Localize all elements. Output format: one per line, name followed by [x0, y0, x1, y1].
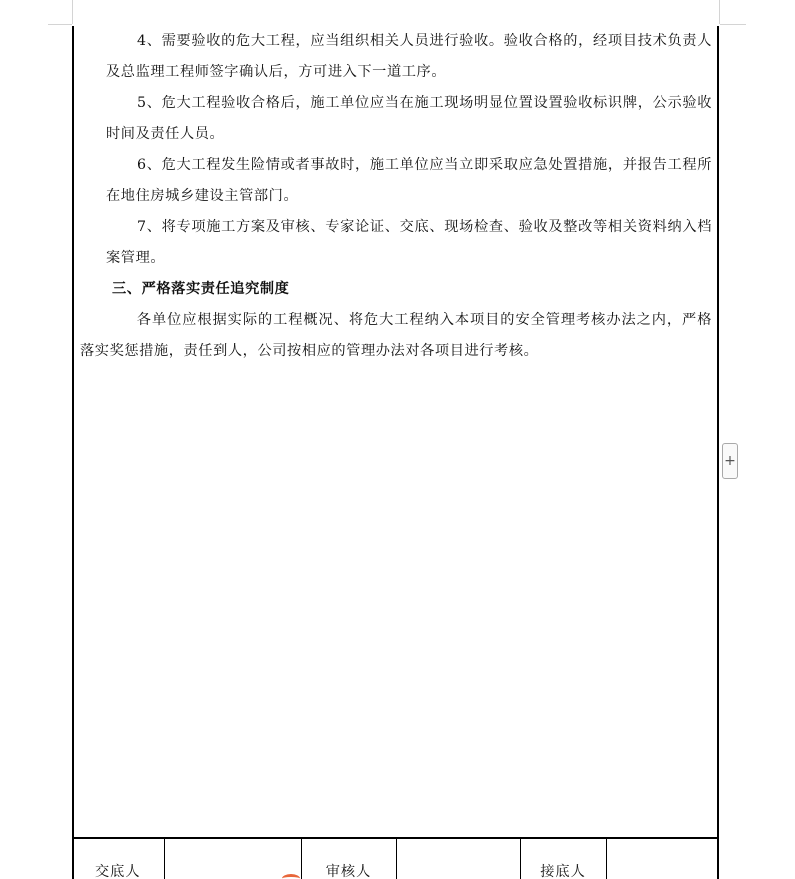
- reviewer-signature-cell[interactable]: [396, 838, 520, 879]
- paragraph-item-4[interactable]: 4、需要验收的危大工程，应当组织相关人员进行验收。验收合格的，经项目技术负责人及总监理工程师签字确认后，方可进入下一道工序。: [106, 33, 712, 80]
- section-body-paragraph[interactable]: 各单位应根据实际的工程概况、将危大工程纳入本项目的安全管理考核办法之内，严格落实奖惩措施，责任到人，公司按相应的管理办法对各项目进行考核。: [80, 312, 712, 359]
- reviewer-label-cell: [301, 838, 396, 879]
- text-cursor-marker: [282, 874, 300, 879]
- handover-label-cell: [72, 838, 164, 879]
- paragraph-item-6[interactable]: 6、危大工程发生险情或者事故时，施工单位应当立即采取应急处置措施，并报告工程所在地住房城乡建设主管部门。: [106, 157, 712, 204]
- reviewer-label: 审核人: [325, 864, 372, 879]
- receiver-signature-cell[interactable]: [606, 838, 719, 879]
- receiver-label: 接底人: [540, 864, 586, 879]
- crop-mark-left: [72, 0, 73, 24]
- handover-signature-cell[interactable]: [164, 838, 301, 879]
- crop-mark-top-left: [48, 24, 72, 25]
- document-body[interactable]: [80, 26, 712, 367]
- paragraph-item-7[interactable]: 7、将专项施工方案及审核、专家论证、交底、现场检查、验收及整改等相关资料纳入档案管理。: [106, 219, 712, 266]
- receiver-label-cell: [520, 838, 606, 879]
- crop-mark-right: [719, 0, 720, 24]
- add-row-button[interactable]: [722, 443, 738, 479]
- plus-icon: +: [724, 453, 736, 469]
- section-heading[interactable]: 三、严格落实责任追究制度: [112, 281, 290, 297]
- handover-label: 交底人: [94, 864, 141, 879]
- signature-table: [72, 837, 719, 879]
- crop-mark-top-right: [720, 24, 746, 25]
- signature-row: [72, 838, 719, 879]
- paragraph-item-5[interactable]: 5、危大工程验收合格后，施工单位应当在施工现场明显位置设置验收标识牌，公示验收时间及责任人员。: [106, 95, 712, 142]
